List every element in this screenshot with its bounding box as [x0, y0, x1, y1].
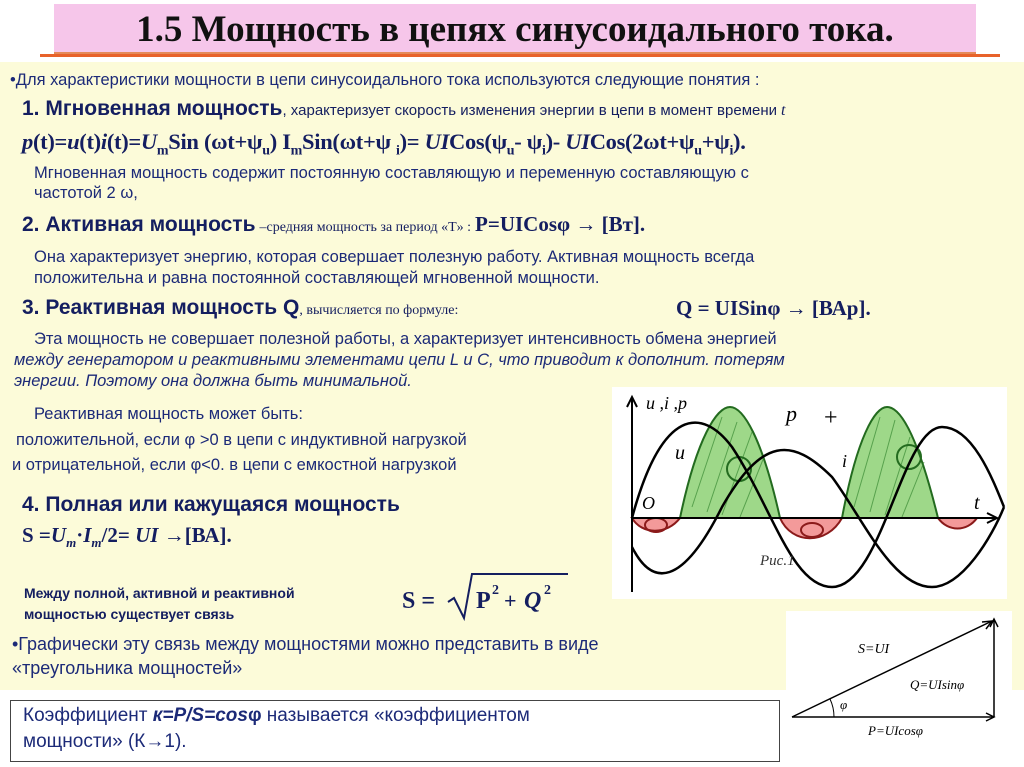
section3-note1: Эта мощность не совершает полезной работы, а характеризует интенсивность обмена энергией	[34, 330, 777, 348]
triangle-hyp-label: S=UI	[858, 642, 890, 657]
chart-label-i: i	[842, 451, 848, 471]
triangle-angle-arc	[830, 699, 834, 717]
chart-y-label: u ,i ,p	[646, 393, 688, 413]
section3-can-be: Реактивная мощность может быть:	[34, 405, 303, 423]
section2-desc: –средняя мощность за период «T» :	[259, 220, 472, 235]
triangle-vert-label: Q=UIsinφ	[910, 677, 965, 692]
section3-negative: и отрицательной, если φ<0. в цепи с емкостной нагрузкой	[12, 456, 457, 474]
power-triangle	[786, 611, 1012, 761]
triangle-hypotenuse	[792, 621, 992, 717]
section2-note1: Она характеризует энергию, которая совершает полезную работу. Активная мощность всегда	[34, 248, 755, 266]
page-title: 1.5 Мощность в цепях синусоидального тока.	[136, 9, 894, 50]
chart-label-p: p	[786, 401, 797, 426]
section3-note2: между генератором и реактивными элементами цепи L и C, что приводит к дополнит. потерям	[14, 351, 785, 369]
power-triangle-svg	[786, 611, 1012, 761]
section1-desc: , характеризует скорость изменения энергии в цепи в момент времени	[282, 102, 778, 119]
svg-text:+: +	[504, 588, 517, 613]
svg-text:Q: Q	[524, 588, 542, 614]
section2-heading: 2. Активная мощность	[22, 213, 256, 236]
power-chart-svg	[612, 387, 1007, 599]
section1-formula: $p(t)=u(t)i(t)=U_mSin$ $(\omega t+\psi_u)$ $I_mSin(\omega t+\psi$ $_i)= UICos(\psi_u-$ $\psi_i)-$ $UICos(2\omega t+\psi_u+\psi_i)$.	[22, 129, 746, 159]
svg-text:S =: S =	[402, 588, 436, 614]
section3-positive: положительной, если φ >0 в цепи с индуктивной нагрузкой	[16, 431, 467, 449]
section4-heading: 4. Полная или кажущаяся мощность	[22, 493, 400, 516]
section4-relation2: мощностью существует связь	[24, 606, 235, 622]
graph-note2: «треугольника мощностей»	[12, 658, 243, 678]
section1-heading: 1. Мгновенная мощность	[22, 97, 283, 120]
svg-text:2: 2	[492, 583, 499, 598]
title-underline	[40, 54, 1000, 57]
intro-text: •Для характеристики мощности в цепи синусоидального тока используются следующие понятия :	[10, 71, 760, 89]
section4-relation1: Между полной, активной и реактивной	[24, 585, 295, 601]
section4-formula: $S =U_m\cdot I_m/2=$ UI →[ВА].	[22, 523, 232, 551]
chart-label-origin: O	[642, 493, 655, 513]
section1-var-t: t	[781, 102, 786, 119]
sqrt-formula	[398, 568, 578, 624]
power-chart	[612, 387, 1007, 599]
section2-formula: P=UICosφ → [Вт].	[475, 212, 646, 236]
coefficient-line1: Коэффициент к=P/S=cosφ называется «коэффициентом	[23, 705, 530, 726]
triangle-angle-label: φ	[840, 697, 848, 712]
section3-note3: энергии. Поэтому она должна быть минимальной.	[14, 372, 412, 390]
coefficient-box	[10, 700, 780, 762]
svg-text:P: P	[476, 588, 491, 614]
chart-x-label: t	[974, 492, 980, 514]
section3-desc: , вычисляется по формуле:	[299, 303, 459, 318]
section2-heading-line	[22, 212, 645, 237]
section3-heading-line	[22, 296, 458, 320]
coefficient-line2: мощности» (К→1).	[23, 731, 187, 752]
chart-label-plus: +	[824, 405, 838, 431]
section1-note2: частотой 2 ω,	[34, 184, 138, 202]
chart-caption: Рис.1	[760, 553, 795, 569]
section3-heading: 3. Реактивная мощность Q	[22, 296, 300, 319]
triangle-base-label: P=UIcosφ	[868, 723, 923, 738]
graph-note1: •Графически эту связь между мощностями можно представить в виде	[12, 634, 599, 654]
svg-text:2: 2	[544, 583, 551, 598]
chart-label-u: u	[675, 442, 685, 464]
section2-note2: положительна и равна постоянной составляющей мгновенной мощности.	[34, 269, 600, 287]
section1-note1: Мгновенная мощность содержит постоянную составляющую и переменную составляющую с	[34, 164, 749, 182]
section3-formula: Q = UISinφ → [ВАр].	[676, 296, 871, 320]
section1-heading-line	[22, 97, 785, 121]
